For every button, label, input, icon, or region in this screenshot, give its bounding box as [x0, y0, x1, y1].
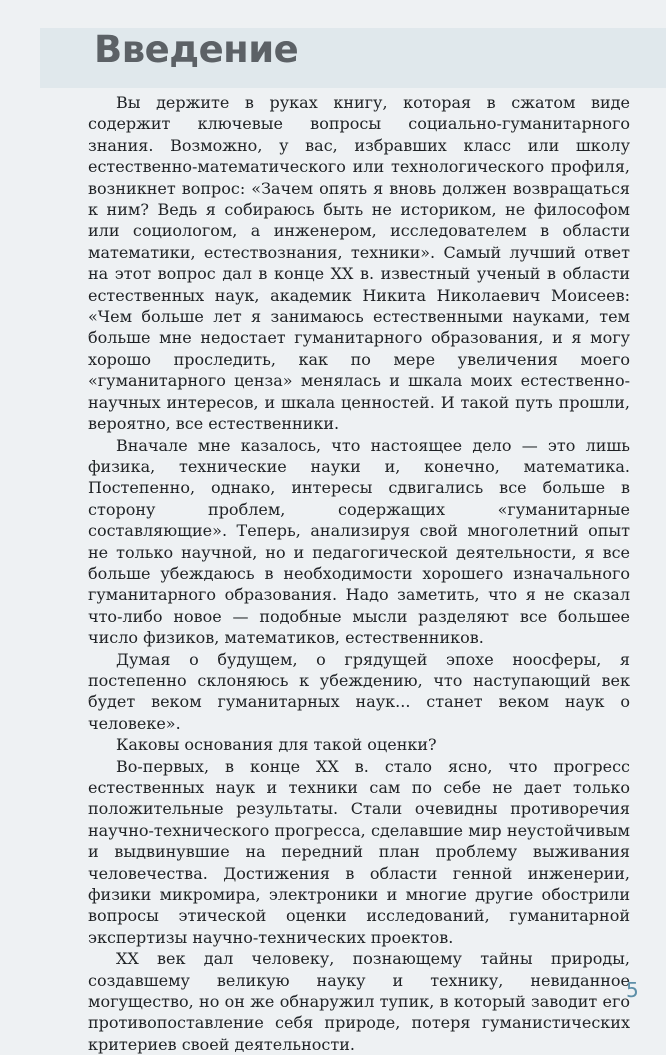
paragraph-quote-continued: Вначале мне казалось, что настоящее дело — это лишь физика, технические науки и, конечно, математика. Постепенно, однако, интересы сдвигались все больше в сторону проблем, содержащих «гуманитарные составляющие». Теперь, анализируя свой многолетний опыт не только научной, но и педагогической деятельности, я все больше убеждаюсь в необходимости хорошего изначального гуманитарного образования. Надо заметить, что я не сказал что-либо новое — подобные мысли разделяют все большее число физиков, математиков, естественников. — [88, 435, 630, 648]
paragraph-first-reason: Во-первых, в конце XX в. стало ясно, что прогресс естественных наук и техники сам по себе не дает только положительные результаты. Стали очевидны противоречия научно-технического прогресса, сделавшие мир неустойчивым и выдвинувшие на передний план проблему выживания человечества. Достижения в области генной инженерии, физики микромира, электроники и многие другие обострили вопросы этической оценки исследований, гуманитарной экспертизы научно-технических проектов. — [88, 756, 630, 947]
body-text — [88, 92, 630, 1055]
paragraph-noosphere: Думая о будущем, о грядущей эпохе ноосферы, я постепенно склоняюсь к убеждению, что наступающий век будет веком гуманитарных наук... станет веком наук о человеке». — [88, 649, 630, 733]
chapter-title: Введение — [94, 28, 299, 71]
paragraph-twentieth-century: XX век дал человеку, познающему тайны природы, создавшему великую науку и технику, невиданное могущество, но он же обнаружил тупик, в который заводит его противопоставление себя природе, потеря гуманистических критериев своей деятельности. — [88, 949, 630, 1054]
paragraph-intro: Вы держите в руках книгу, которая в сжатом виде содержит ключевые вопросы социально-гуманитарного знания. Возможно, у вас, избравших класс или школу естественно-математического или технологического профиля, возникнет вопрос: «Зачем опять я вновь должен возвращаться к ним? Ведь я собираюсь быть не историком, не философом или социологом, а инженером, исследователем в области математики, естествознания, техники». Самый лучший ответ на этот вопрос дал в конце XX в. известный ученый в области естественных наук, академик Никита Николаевич Моисеев: «Чем больше лет я занимаюсь естественными науками, тем больше мне недостает гуманитарного образования, и я могу хорошо проследить, как по мере увеличения моего «гуманитарного ценза» менялась и шкала моих естественно-научных интересов, и шкала ценностей. И такой путь прошли, вероятно, все естественники. — [88, 93, 630, 434]
paragraph-question: Каковы основания для такой оценки? — [116, 735, 437, 755]
page-number: 5 — [626, 978, 639, 1002]
